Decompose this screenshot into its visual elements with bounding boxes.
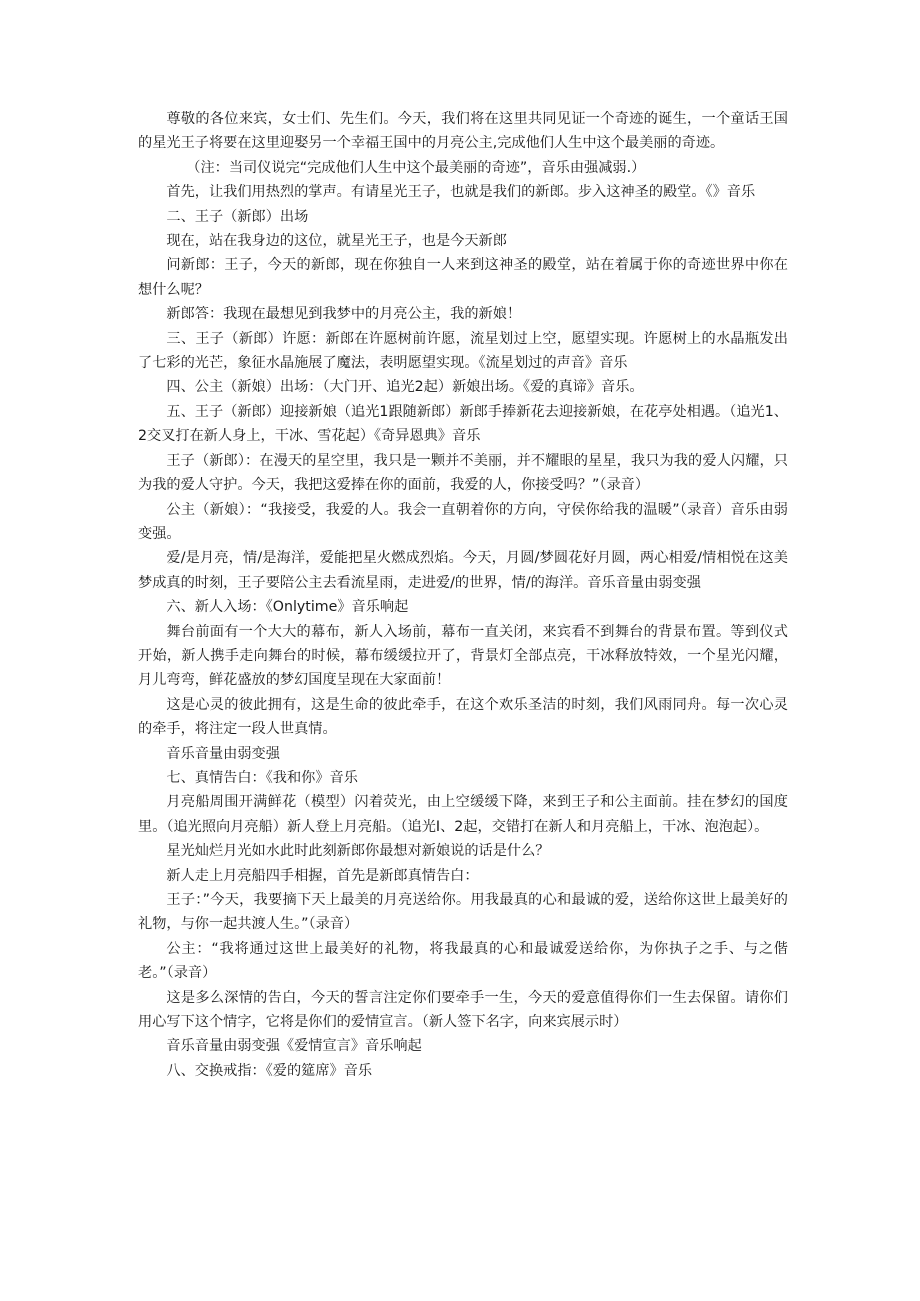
paragraph: 新郎答：我现在最想见到我梦中的月亮公主，我的新娘！ (166, 306, 522, 323)
paragraph: 这是心灵的彼此拥有，这是生命的彼此牵手，在这个欢乐圣洁的时刻，我们风雨同舟。每一次心灵的牵手，将注定一段人世真情。 (138, 696, 788, 738)
paragraph: 音乐音量由弱变强《爱情宣言》音乐响起 (166, 1038, 422, 1055)
paragraph: 这是多么深情的告白，今天的誓言注定你们要牵手一生，今天的爱意值得你们一生去保留。请你们用心写下这个情字，它将是你们的爱情宣言。（新人签下名字，向来宾展示时） (138, 989, 788, 1031)
paragraph: 公主：“我将通过这世上最美好的礼物，将我最真的心和最诚爱送给你，为你执子之手、与之偕老。”（录音） (138, 940, 788, 982)
section-heading-groom-entrance: 二、王子（新郎）出场 (166, 208, 309, 225)
document-body (138, 107, 788, 1083)
paragraph: 星光灿烂月光如水此时此刻新郎你最想对新娘说的话是什么？ (166, 843, 550, 860)
section-heading-confession: 七、真情告白：《我和你》音乐 (166, 769, 358, 786)
paragraph: 月亮船周围开满鲜花（模型）闪着荧光，由上空缓缓下降，来到王子和公主面前。挂在梦幻的国度里。（追光照向月亮船）新人登上月亮船。（追光I、2起，交错打在新人和月亮船上，干冰、泡泡起）。 (138, 794, 788, 835)
section-heading-welcome-bride: 五、王子（新郎）迎接新娘（追光1跟随新郎）新郎手捧新花去迎接新娘，在花亭处相遇。（追光1、2交叉打在新人身上，干冰、雪花起）《奇异恩典》音乐 (138, 403, 788, 445)
music-note: （注：当司仪说完“完成他们人生中这个最美丽的奇迹”，音乐由强减弱.） (186, 159, 646, 176)
opening-paragraph: 尊敬的各位来宾，女士们、先生们。今天，我们将在这里共同见证一个奇迹的诞生，一个童话王国的星光王子将要在这里迎娶另一个幸福王国中的月亮公主,完成他们人生中这个最美丽的奇迹。 (138, 111, 788, 152)
section-heading-wish: 三、王子（新郎）许愿：新郎在许愿树前许愿，流星划过上空，愿望实现。许愿树上的水晶瓶发出了七彩的光芒，象征水晶施展了魔法，表明愿望实现。《流星划过的声音》音乐 (138, 330, 788, 372)
paragraph: 问新郎：王子，今天的新郎，现在你独自一人来到这神圣的殿堂，站在着属于你的奇迹世界中你在想什么呢？ (138, 257, 788, 298)
section-heading-bride-entrance: 四、公主（新娘）出场：（大门开、追光2起）新娘出场。《爱的真谛》音乐。 (166, 379, 644, 396)
paragraph: 王子：”今天，我要摘下天上最美的月亮送给你。用我最真的心和最诚的爱，送给你这世上最美好的礼物，与你一起共渡人生。”（录音） (138, 892, 788, 933)
paragraph: 现在，站在我身边的这位，就星光王子，也是今天新郎 (166, 233, 507, 250)
groom-invitation: 首先，让我们用热烈的掌声。有请星光王子，也就是我们的新郎。步入这神圣的殿堂。《》音乐 (166, 184, 756, 201)
section-heading-couple-entrance: 六、新人入场：《Onlytime》音乐响起 (166, 599, 409, 616)
section-heading-ring-exchange: 八、交换戒指：《爱的筵席》音乐 (166, 1062, 373, 1079)
paragraph: 爱/是月亮，情/是海洋，爱能把星火燃成烈焰。今天，月圆/梦圆花好月圆，两心相爱/情相悦在这美梦成真的时刻，王子要陪公主去看流星雨，走进爱/的世界，情/的海洋。音乐音量由弱变强 (138, 550, 788, 591)
paragraph: 公主（新娘）：“我接受，我爱的人。我会一直朝着你的方向，守侯你给我的温暖”（录音）音乐由弱变强。 (138, 501, 788, 542)
paragraph: 舞台前面有一个大大的幕布，新人入场前，幕布一直关闭，来宾看不到舞台的背景布置。等到仪式开始，新人携手走向舞台的时候，幕布缓缓拉开了，背景灯全部点亮，干冰释放特效，一个星光闪耀，月儿弯弯，鲜花盛放的梦幻国度呈现在大家面前！ (138, 623, 788, 689)
paragraph: 音乐音量由弱变强 (166, 745, 280, 762)
paragraph: 新人走上月亮船四手相握，首先是新郎真情告白： (166, 867, 479, 884)
paragraph: 王子（新郎）：在漫天的星空里，我只是一颗并不美丽，并不耀眼的星星，我只为我的爱人闪耀，只为我的爱人守护。今天，我把这爱捧在你的面前，我爱的人，你接受吗？”（录音） (138, 452, 788, 494)
